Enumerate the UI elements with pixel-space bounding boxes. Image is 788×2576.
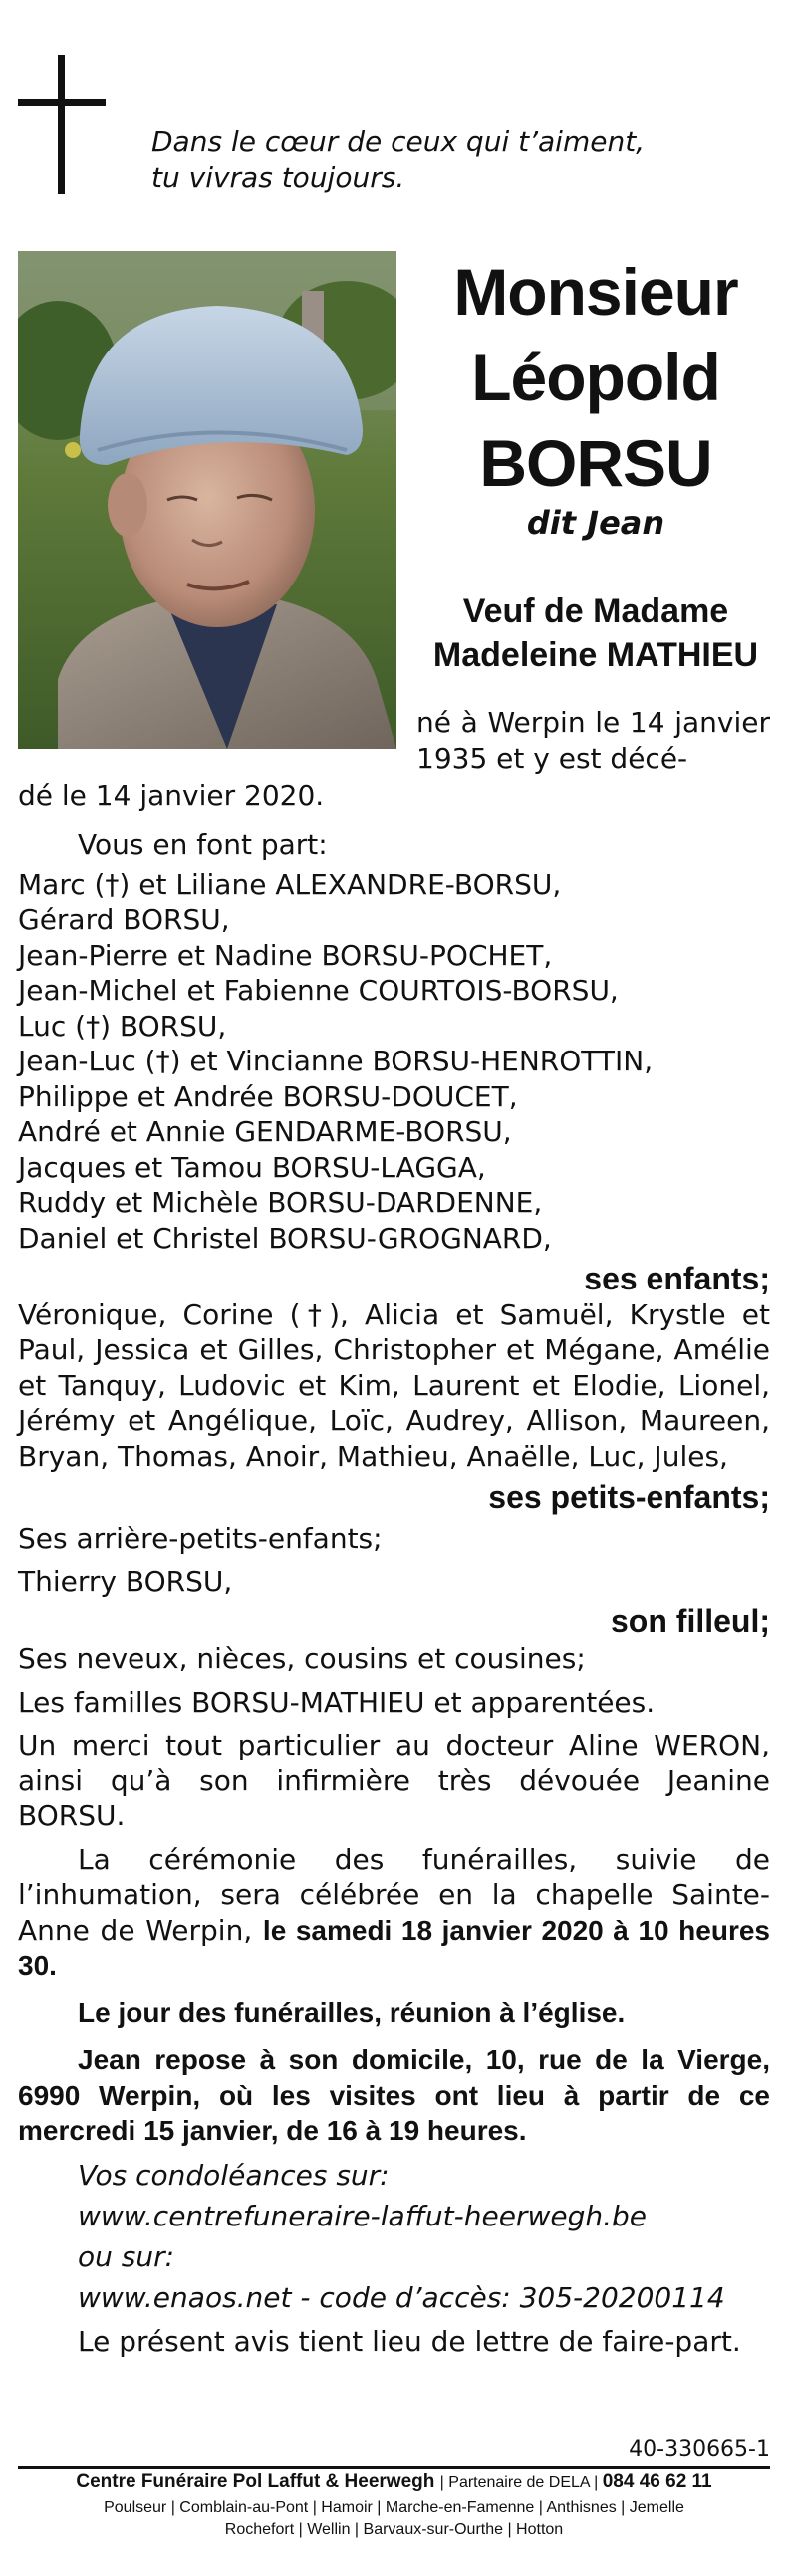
notice-line: Le présent avis tient lieu de lettre de faire-part. bbox=[78, 2324, 741, 2358]
child-entry: Philippe et Andrée BORSU-DOUCET, bbox=[18, 1079, 518, 1113]
child-entry: Luc (†) BORSU, bbox=[18, 1009, 227, 1043]
child-entry: Ruddy et Michèle BORSU-DARDENNE, bbox=[18, 1186, 543, 1219]
child-entry: Jean-Pierre et Nadine BORSU-POCHET, bbox=[18, 938, 553, 972]
great-grandchildren: Ses arrière-petits-enfants; bbox=[18, 1522, 383, 1555]
child-entry: André et Annie GENDARME-BORSU, bbox=[18, 1115, 512, 1148]
cross-horizontal-bar bbox=[18, 99, 106, 106]
child-entry: Gérard BORSU, bbox=[18, 903, 230, 936]
cross-vertical-bar bbox=[58, 55, 65, 194]
announcement-body bbox=[18, 827, 770, 2359]
condolences-url-1: www.centrefuneraire-laffut-heerwegh.be bbox=[78, 2199, 647, 2232]
nickname: dit Jean bbox=[526, 504, 665, 542]
ceremony-date: le samedi 18 janvier 2020 à 10 heures 30. bbox=[18, 1914, 770, 1981]
godson: Thierry BORSU, bbox=[18, 1565, 233, 1598]
reunion-line: Le jour des funérailles, réunion à l’église. bbox=[78, 1996, 626, 2028]
footer-phone: 084 46 62 11 bbox=[602, 2471, 712, 2492]
footer-company: Centre Funéraire Pol Laffut & Heerwegh bbox=[76, 2471, 435, 2492]
godson-label: son filleul; bbox=[611, 1602, 770, 1639]
condolences-block bbox=[18, 2155, 770, 2318]
deceased-name bbox=[416, 249, 775, 506]
intro-line: Vous en font part: bbox=[78, 828, 328, 861]
footer-divider bbox=[18, 2466, 770, 2469]
nephews-line: Ses neveux, nièces, cousins et cousines; bbox=[18, 1642, 586, 1675]
footer-company-line: Centre Funéraire Pol Laffut & Heerwegh | Partenaire de DELA | 084 46 62 11 bbox=[76, 2471, 712, 2492]
child-entry: Daniel et Christel BORSU-GROGNARD, bbox=[18, 1221, 552, 1255]
quote-line-1: Dans le cœur de ceux qui t’aiment, bbox=[151, 125, 646, 158]
epitaph-quote bbox=[151, 124, 749, 196]
footer-locations-2: Rochefort | Wellin | Barvaux-sur-Ourthe | Hotton bbox=[224, 2521, 564, 2538]
grandchildren-label: ses petits-enfants; bbox=[488, 1479, 770, 1515]
quote-line-2: tu vivras toujours. bbox=[151, 161, 405, 194]
children-list bbox=[18, 867, 770, 1257]
widower-of bbox=[416, 589, 775, 677]
widower-line-1: Veuf de Madame bbox=[462, 592, 729, 630]
ceremony-text: La cérémonie des funérailles, suivie de l’inhumation, sera célébrée en la chapelle Sainte-Anne de Werpin, bbox=[18, 1842, 770, 1947]
death-date-continued: dé le 14 janvier 2020. bbox=[18, 779, 325, 812]
footer-locations bbox=[18, 2497, 770, 2541]
thanks-paragraph: Un merci tout particulier au docteur Aline WERON, ainsi qu’à son infirmière très dévouée Jeanine BORSU. bbox=[18, 1729, 770, 1832]
families-line: Les familles BORSU-MATHIEU et apparentées. bbox=[18, 1685, 656, 1719]
reference-number: 40-330665-1 bbox=[629, 2437, 770, 2461]
title-monsieur: Monsieur bbox=[453, 255, 738, 329]
condolences-or: ou sur: bbox=[78, 2239, 175, 2273]
visits-paragraph: Jean repose à son domicile, 10, rue de la Vierge, 6990 Werpin, où les visites ont lieu à partir de ce mercredi 15 janvier, de 16 à 19 heures. bbox=[18, 2044, 770, 2146]
portrait-image bbox=[18, 251, 396, 749]
footer-partner: Partenaire de DELA bbox=[448, 2474, 590, 2491]
child-entry: Jacques et Tamou BORSU-LAGGA, bbox=[18, 1150, 486, 1184]
child-entry: Jean-Michel et Fabienne COURTOIS-BORSU, bbox=[18, 974, 619, 1007]
condolences-url-2: www.enaos.net - code d’accès: 305-20200114 bbox=[78, 2280, 725, 2314]
first-name: Léopold bbox=[471, 341, 720, 414]
ceremony-paragraph bbox=[18, 1842, 770, 1984]
condolences-intro: Vos condoléances sur: bbox=[78, 2158, 390, 2192]
last-name: BORSU bbox=[479, 426, 712, 500]
widower-line-2: Madeleine MATHIEU bbox=[432, 636, 759, 674]
child-entry: Jean-Luc (†) et Vincianne BORSU-HENROTTIN, bbox=[18, 1045, 654, 1077]
portrait-photo bbox=[18, 251, 396, 749]
grandchildren-list: Véronique, Corine (†), Alicia et Samuël, Krystle et Paul, Jessica et Gilles, Christopher et Mégane, Amélie et Tanquy, Ludovic et Kim, Laurent et Elodie, Lionel, Jérémy et Angélique, Loïc, Audrey, Allison, Maureen, Bryan, Thomas, Anoir, Mathieu, Anaëlle, Luc, Jules, bbox=[18, 1297, 770, 1473]
child-entry: Marc (†) et Liliane ALEXANDRE-BORSU, bbox=[18, 867, 562, 901]
footer-locations-1: Poulseur | Comblain-au-Pont | Hamoir | Marche-en-Famenne | Anthisnes | Jemelle bbox=[104, 2499, 684, 2516]
children-label: ses enfants; bbox=[584, 1261, 770, 1296]
birth-death-info: né à Werpin le 14 janvier 1935 et y est décé- bbox=[416, 706, 770, 775]
